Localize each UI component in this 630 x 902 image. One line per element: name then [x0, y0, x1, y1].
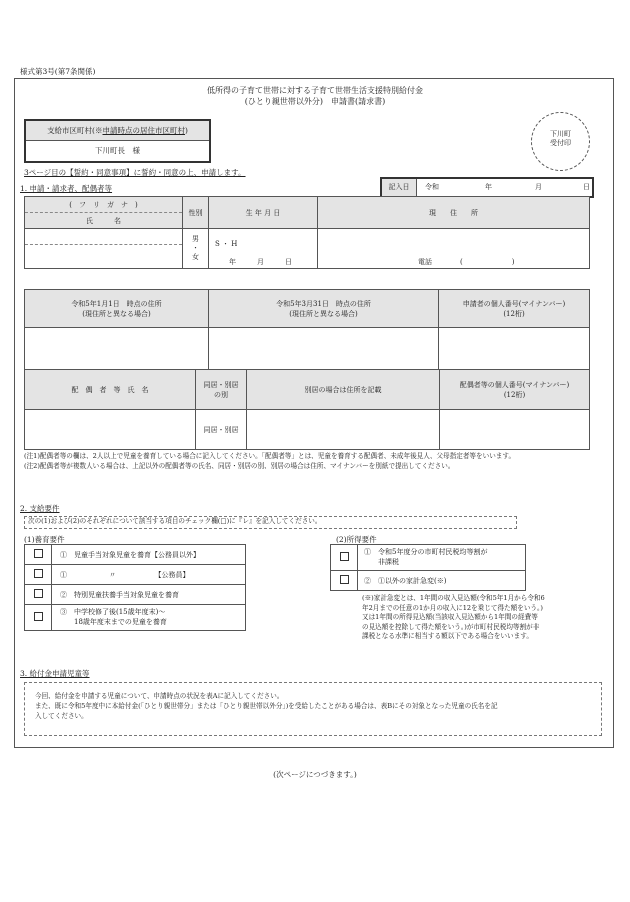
req1-checkbox-1[interactable]	[25, 545, 52, 565]
req2-item-1: ① 令和5年度分の市町村民税均等割が 非課税	[358, 545, 526, 571]
stamp-line1: 下川町	[550, 130, 571, 138]
entry-date-label: 記入日	[382, 179, 417, 196]
mar-address-input[interactable]	[209, 328, 439, 370]
spouse-mynumber-header: 配偶者等の個人番号(マイナンバー) (12桁)	[440, 370, 590, 410]
birth-input[interactable]: S ・ H 年 月 日	[209, 229, 318, 269]
section3-box	[24, 682, 602, 736]
entry-date-box[interactable]	[380, 177, 594, 198]
phone-input[interactable]: ( )	[460, 258, 515, 266]
req2-title: (2)所得要件	[336, 535, 377, 544]
req1-checkbox-4[interactable]	[25, 605, 52, 631]
sec3-line-1: 今回、給付金を申請する児童について、申請時点の状況を表Aに記入してください。	[35, 692, 284, 700]
req2-item-2: ② ①以外の家計急変(※)	[358, 571, 526, 591]
req2-checkbox-2[interactable]	[331, 571, 358, 591]
section3-heading: 3. 給付金申請児童等	[20, 669, 90, 678]
req1-item-1: ① 児童手当対象児童を養育【公務員以外】	[52, 545, 246, 565]
req1-item-3: ② 特別児童扶養手当対象児童を養育	[52, 585, 246, 605]
spouse-table	[24, 369, 590, 450]
spouse-name-header: 配 偶 者 等 氏 名	[25, 370, 196, 410]
form-id: 様式第3号(第7条関係)	[20, 67, 96, 76]
furigana-header: ( フ リ ガ ナ )	[25, 197, 183, 213]
name-input[interactable]	[25, 245, 183, 269]
address-header: 現 住 所	[318, 197, 590, 229]
separate-address-input[interactable]	[247, 410, 440, 450]
jan-address-header: 令和5年1月1日 時点の住所 (現住所と異なる場合)	[25, 290, 209, 328]
jan-address-input[interactable]	[25, 328, 209, 370]
applicant-mynumber-header: 申請者の個人番号(マイナンバー) (12桁)	[439, 290, 590, 328]
recipient-label: 支給市区町村(※申請時点の居住市区町村)	[26, 121, 209, 141]
req1-table	[24, 544, 246, 631]
note-1: (注1)配偶者等の欄は、2人以上で児童を養育している場合に記入してください。「配偶者等」とは、児童を養育する配偶者、未成年後見人、父母指定者等をいいます。	[24, 452, 516, 460]
address-input[interactable]	[318, 229, 590, 269]
consent-text: 3ページ目の【誓約・同意事項】に誓約・同意の上、申請します。	[24, 168, 246, 177]
cohabitation-header: 同居・別居 の別	[196, 370, 247, 410]
birth-header: 生 年 月 日	[209, 197, 318, 229]
name-header: 氏 名	[25, 213, 183, 229]
entry-date-fields[interactable]: 令和 年 月 日	[425, 183, 590, 191]
spouse-mynumber-input[interactable]	[440, 410, 590, 450]
sex-options[interactable]: 男 ・ 女	[183, 229, 209, 269]
sec3-line-2: また、既に令和5年度中に本給付金(「ひとり親世帯分」または「ひとり親世帯以外分」)を受給したことがある場合は、表Bにその対象となった児童の氏名を記	[35, 701, 498, 710]
note-2: (注2)配偶者等が複数人いる場合は、上記以外の配偶者等の氏名、同居・別居の別、別居の場合は住所、マイナンバーを別紙で提出してください。	[24, 462, 455, 470]
recipient-box	[24, 119, 211, 163]
mar-address-header: 令和5年3月31日 時点の住所 (現住所と異なる場合)	[209, 290, 439, 328]
cohabitation-options[interactable]: 同居・別居	[196, 410, 247, 450]
recipient-name: 下川町長 様	[95, 146, 140, 155]
req1-checkbox-3[interactable]	[25, 585, 52, 605]
form-title-line2: (ひとり親世帯以外分) 申請書(請求書)	[244, 97, 386, 106]
household-change-note: (※)家計急変とは、1年間の収入見込額(令和5年1月から令和6 年2月までの任意の1か月の収入に12を乗じて得た額をいう。) 又は1年間の所得見込額(当該収入見込額から1年間の経費等 の見込額を控除して得た額をいう。)が市町村民税均等割が非 課税となる水準に相当する額以下である場合をいいます。	[362, 594, 545, 641]
stamp-line2: 受付印	[550, 138, 571, 147]
phone-label: 電話	[418, 258, 432, 266]
req1-title: (1)養育要件	[24, 535, 65, 544]
req2-table	[330, 544, 526, 591]
applicant-table	[24, 196, 590, 269]
section2-heading: 2. 支給要件	[20, 504, 60, 513]
form-title-line1: 低所得の子育て世帯に対する子育て世帯生活支援特別給付金	[207, 86, 423, 95]
address-history-table	[24, 289, 590, 370]
req1-checkbox-2[interactable]	[25, 565, 52, 585]
applicant-mynumber-input[interactable]	[439, 328, 590, 370]
sec3-line-3: 入してください。	[35, 711, 88, 720]
furigana-input[interactable]	[25, 229, 183, 245]
section1-heading: 1. 申請・請求者、配偶者等	[20, 184, 113, 193]
separate-address-header: 別居の場合は住所を記載	[247, 370, 440, 410]
req1-item-4: ③ 中学校修了後(15歳年度末)～ 18歳年度末までの児童を養育	[52, 605, 246, 631]
spouse-name-input[interactable]	[25, 410, 196, 450]
sex-header: 性別	[183, 197, 209, 229]
req1-item-2: ① 〃 【公務員】	[52, 565, 246, 585]
section2-instructions: 次の(1)および(2)のそれぞれについて該当する項目のチェック欄(□)に『レ』を記入してください。	[24, 516, 517, 529]
reception-stamp	[531, 112, 590, 171]
footer-continued: (次ページにつづきます。)	[273, 770, 357, 779]
req2-checkbox-1[interactable]	[331, 545, 358, 571]
